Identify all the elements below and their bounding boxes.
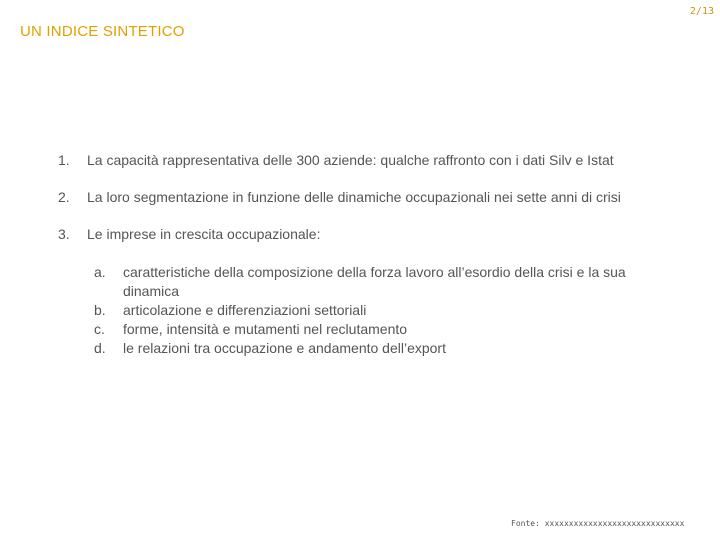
agenda-item-number: 2. bbox=[58, 189, 70, 205]
subitem-letter: c. bbox=[94, 321, 105, 337]
agenda-list bbox=[58, 151, 658, 358]
page-number: 2/13 bbox=[689, 6, 714, 17]
agenda-item-text: La loro segmentazione in funzione delle dinamiche occupazionali nei sette anni di crisi bbox=[87, 189, 621, 205]
subitem-text: le relazioni tra occupazione e andamento dell’export bbox=[123, 340, 446, 356]
agenda-subitem-c bbox=[94, 320, 658, 339]
subitem-letter: b. bbox=[94, 302, 106, 318]
subitem-letter: a. bbox=[94, 264, 106, 280]
agenda-subitem-d bbox=[94, 339, 658, 358]
agenda-item-1 bbox=[58, 151, 658, 170]
subitem-letter: d. bbox=[94, 340, 106, 356]
source-note: Fonte: xxxxxxxxxxxxxxxxxxxxxxxxxxxxx bbox=[511, 519, 685, 528]
agenda-item-3 bbox=[58, 225, 658, 244]
agenda-item-text: La capacità rappresentativa delle 300 aziende: qualche raffronto con i dati Silv e Istat bbox=[87, 152, 614, 168]
subitem-text: articolazione e differenziazioni settoriali bbox=[123, 302, 367, 318]
agenda-item-number: 1. bbox=[58, 152, 70, 168]
agenda-subitem-b bbox=[94, 301, 658, 320]
subitem-text: caratteristiche della composizione della forza lavoro all’esordio della crisi e la sua dinamica bbox=[123, 264, 626, 299]
agenda-item-text: Le imprese in crescita occupazionale: bbox=[87, 226, 321, 242]
agenda-subitem-a bbox=[94, 263, 658, 301]
agenda-item-2 bbox=[58, 188, 658, 207]
slide-title: UN INDICE SINTETICO bbox=[20, 23, 185, 40]
subitem-text: forme, intensità e mutamenti nel reclutamento bbox=[123, 321, 408, 337]
agenda-item-number: 3. bbox=[58, 226, 70, 242]
agenda-subitem-list bbox=[94, 263, 658, 358]
